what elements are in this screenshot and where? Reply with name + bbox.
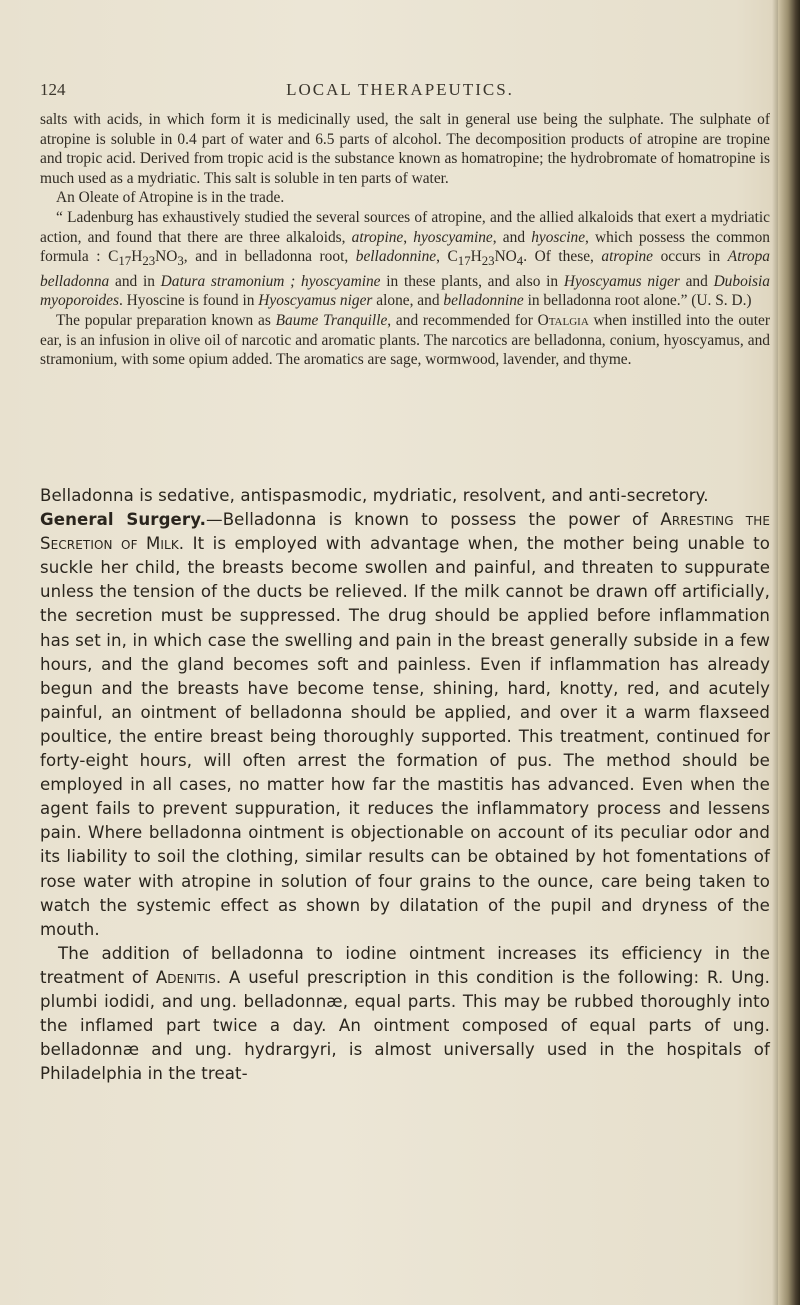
italic-term: hyoscyamine xyxy=(413,228,493,246)
text-run: . It is employed with advantage when, the mother being unable to suckle her child, the breasts become swollen and painful, and threaten to suppurate unless the tension of the ducts be relieved. If the milk cannot be drawn off artificially, the secretion must be suppressed. The drug should be applied before inflammation has set in, in which case the swelling and pain in the breast generally subside in a few hours, and the gland becomes soft and painless. Even if inflammation has already begun and the breasts have become tense, shining, hard, knotty, red, and acutely painful, an ointment of belladonna should be applied, and over it a warm flaxseed poultice, the entire breast being thoroughly supported. This treatment, continued for forty-eight hours, will often arrest the formation of pus. The method should be employed in all cases, no matter how far the mastitis has advanced. Even when the agent fails to prevent suppuration, it reduces the inflammatory process and lessens pain. Where belladonna ointment is objectionable on account of its peculiar odor and its liability to soil the clothing, similar results can be obtained by hot fomentations of rose water with atropine in solution of four grains to the ounce, care being taken to watch the systemic effect as shown by dilatation of the pupil and dryness of the mouth. xyxy=(40,534,770,939)
text-run: The addition of belladonna to iodine ointment increases its efficiency in the treatment of xyxy=(40,943,770,987)
text-run: alone, and xyxy=(372,292,444,310)
paragraph-oleate: An Oleate of Atropine is in the trade. xyxy=(56,189,285,207)
italic-term: hyoscine xyxy=(531,228,586,246)
text-run: . Of these, xyxy=(523,248,602,266)
small-caps-term: Otalgia xyxy=(537,312,589,330)
italic-term: Baume Tranquille xyxy=(275,312,388,330)
italic-term: Datura stramonium ; hyoscyamine xyxy=(160,272,381,290)
text-run: , xyxy=(403,228,414,246)
italic-term: Hyoscyamus niger xyxy=(258,292,373,310)
small-print-section xyxy=(40,110,770,370)
text-run: “ Ladenburg has exhaustively studied the several sources of atropine, and the allied alkaloids that exert a mydriatic action, and found that there are three alkaloids, xyxy=(40,208,770,246)
text-run: , and in belladonna root, xyxy=(183,248,356,266)
text-run: . A useful prescription in this condition is the following: R. Ung. plumbi iodidi, and ung. belladonnæ, equal parts. This may be rubbed thoroughly into the inflamed part twice a day. An ointment composed of equal parts of ung. belladonnæ and ung. hydrargyri, is almost universally used in the hospitals of Philadelphia in the treat- xyxy=(40,967,770,1084)
paragraph-atropine-salts: salts with acids, in which form it is medicinally used, the salt in general use being the sulphate. The sulphate of atropine is soluble in 0.4 part of water and 6.5 parts of alcohol. The decomposition products of atropine are tropine and tropic acid. Derived from tropic acid is the substance known as homatropine; the hydrobromate of homatropine is much used as a mydriatic. This salt is soluble in ten parts of water. xyxy=(40,111,770,187)
formula-subscript: 17 xyxy=(118,254,132,269)
small-caps-term: Arresting the Secretion of Milk xyxy=(40,510,770,554)
text-run: —Belladonna is known to possess the power of xyxy=(206,510,661,530)
italic-term: Duboisia myoporoides xyxy=(40,272,770,310)
text-run: in these plants, and also in xyxy=(380,272,564,290)
text-run: , which possess the common formula : C xyxy=(40,228,770,266)
text-run: NO xyxy=(494,248,517,266)
text-run: NO xyxy=(155,248,178,266)
formula-subscript: 3 xyxy=(177,254,184,269)
text-run: , and xyxy=(492,228,532,246)
book-spine-edge xyxy=(778,0,800,1305)
section-heading: General Surgery. xyxy=(40,510,206,530)
paragraph-ladenburg-quote xyxy=(40,208,770,311)
formula-subscript: 23 xyxy=(481,254,495,269)
formula-subscript: 17 xyxy=(457,254,471,269)
paragraph-baume-tranquille xyxy=(40,311,770,370)
italic-term: atropine xyxy=(351,228,404,246)
text-run: in belladonna root alone.” (U. S. D.) xyxy=(523,292,752,310)
text-run: , C xyxy=(436,248,458,266)
text-run: . Hyoscine is found in xyxy=(118,292,259,310)
italic-term: atropine xyxy=(601,248,654,266)
text-run: H xyxy=(470,248,482,266)
paragraph-adenitis xyxy=(40,942,770,1087)
text-run: and xyxy=(679,272,714,290)
small-caps-term: Adenitis xyxy=(155,967,216,987)
text-run: and in xyxy=(109,272,161,290)
paragraph-properties: Belladonna is sedative, antispasmodic, mydriatic, resolvent, and anti-secretory. xyxy=(40,486,709,505)
italic-term: Hyoscyamus niger xyxy=(563,272,680,290)
main-text-section xyxy=(40,484,770,1086)
italic-term: belladonnine xyxy=(355,248,437,266)
italic-term: belladonnine xyxy=(443,292,524,310)
italic-term: Atropa belladonna xyxy=(40,248,770,290)
text-run: occurs in xyxy=(653,248,728,266)
running-header xyxy=(40,80,760,104)
text-run: H xyxy=(131,248,143,266)
formula-subscript: 4 xyxy=(516,254,524,269)
text-run: when instilled into the outer ear, is an infusion in olive oil of narcotic and aromatic plants. The narcotics are belladonna, conium, hyoscyamus, and stramonium, with some opium added. The aromatics are sage, wormwood, lavender, and thyme. xyxy=(40,312,770,369)
paragraph-general-surgery xyxy=(40,508,770,942)
formula-subscript: 23 xyxy=(142,254,156,269)
text-run: The popular preparation known as xyxy=(56,312,276,330)
text-run: , and recommended for xyxy=(387,312,538,330)
page-number: 124 xyxy=(40,80,66,99)
running-title: LOCAL THERAPEUTICS. xyxy=(286,80,514,99)
